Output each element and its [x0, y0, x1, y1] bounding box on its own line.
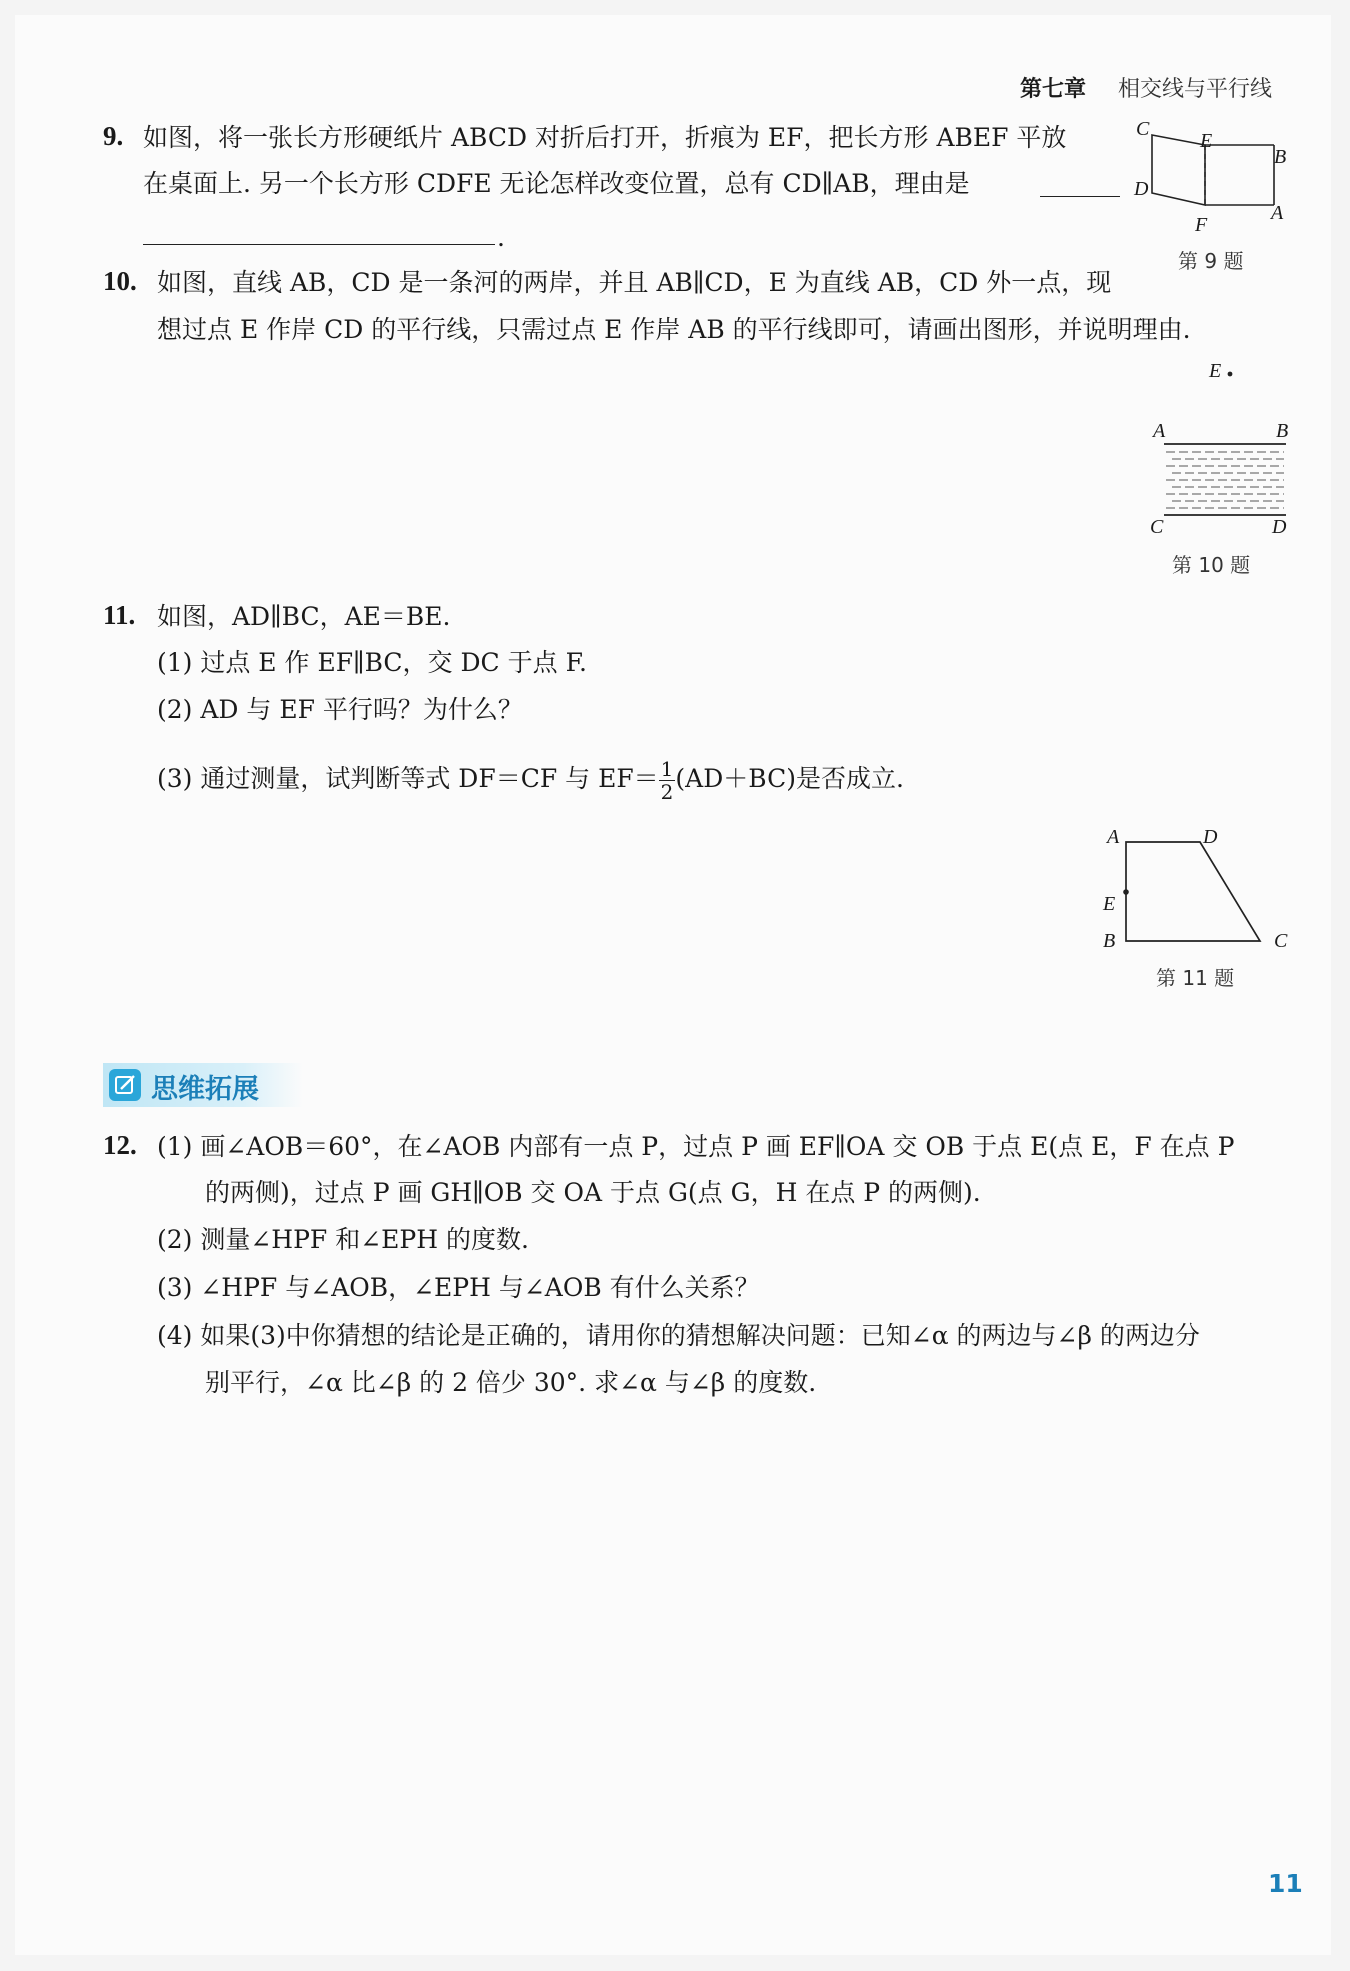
fig9-rect-cdfe: [1152, 135, 1205, 205]
question-number-11: 11.: [103, 600, 136, 630]
page-number: 11: [1268, 1869, 1303, 1898]
fig10-point-e: [1226, 370, 1234, 378]
fig10-caption: 第 10 题: [1172, 553, 1251, 577]
q12-part4-b: 别平行，∠α 比∠β 的 2 倍少 30°. 求∠α 与∠β 的度数.: [205, 1368, 817, 1397]
q9-answer-blank-1[interactable]: [1040, 174, 1120, 197]
fig11-label-b: B: [1103, 930, 1116, 952]
fig11-label-a: A: [1107, 826, 1120, 848]
chapter-topic: 相交线与平行线: [1118, 77, 1273, 102]
q11-part1: (1) 过点 E 作 EF∥BC，交 DC 于点 F.: [157, 648, 587, 677]
q12-part1-b: 的两侧)，过点 P 画 GH∥OB 交 OA 于点 G(点 G，H 在点 P 的两侧).: [205, 1178, 981, 1207]
fig11-caption: 第 11 题: [1156, 966, 1235, 990]
q10-line2: 想过点 E 作岸 CD 的平行线，只需过点 E 作岸 AB 的平行线即可，请画出图形，并说明理由.: [157, 315, 1191, 344]
q11-part3: [157, 758, 904, 803]
page: [15, 15, 1331, 1955]
pencil-note-icon: [109, 1069, 141, 1101]
q11-fraction-denominator: 2: [660, 780, 674, 804]
q9-answer-blank-2[interactable]: [143, 222, 495, 245]
fig9-label-c: C: [1136, 118, 1150, 140]
figure-11-trapezoid: [1120, 838, 1270, 948]
fig9-caption: 第 9 题: [1178, 249, 1244, 273]
fig9-label-a: A: [1271, 202, 1284, 224]
fig9-label-d: D: [1134, 178, 1149, 200]
section-banner: [103, 1063, 303, 1107]
fig9-label-e: E: [1200, 130, 1213, 152]
fig10-label-d: D: [1272, 516, 1287, 538]
fig11-label-e: E: [1103, 893, 1116, 915]
section-title: 思维拓展: [151, 1074, 259, 1105]
q11-part3-text-b: (AD＋BC)是否成立.: [675, 764, 904, 793]
fig10-label-a: A: [1153, 420, 1166, 442]
question-number-9: 9.: [103, 121, 124, 151]
fig11-label-d: D: [1203, 826, 1218, 848]
chapter-label: 第七章: [1020, 77, 1087, 102]
fig10-water-hatch: [1166, 452, 1284, 508]
fig10-label-b: B: [1276, 420, 1289, 442]
fig11-label-c: C: [1274, 930, 1288, 952]
question-number-12: 12.: [103, 1130, 137, 1160]
q11-fraction-numerator: 1: [660, 757, 674, 781]
fig9-label-f: F: [1195, 214, 1208, 236]
fig9-label-b: B: [1274, 146, 1287, 168]
fig11-point-e: [1123, 889, 1129, 895]
fig11-trapezoid-abcd: [1126, 842, 1260, 941]
q9-line3-end: .: [497, 223, 505, 252]
q11-part3-text-a: (3) 通过测量，试判断等式 DF＝CF 与 EF＝: [157, 764, 659, 793]
fig10-label-e: E: [1209, 360, 1222, 382]
q9-line2: 在桌面上. 另一个长方形 CDFE 无论怎样改变位置，总有 CD∥AB，理由是: [143, 169, 970, 198]
fig10-label-c: C: [1150, 516, 1164, 538]
question-number-10: 10.: [103, 266, 137, 296]
q11-part2: (2) AD 与 EF 平行吗？为什么？: [157, 695, 523, 724]
figure-10-river: [1160, 442, 1290, 518]
q9-line1: 如图，将一张长方形硬纸片 ABCD 对折后打开，折痕为 EF，把长方形 ABEF 平放: [143, 123, 1067, 152]
q11-line1: 如图，AD∥BC，AE＝BE.: [157, 602, 451, 631]
q12-part4-a: (4) 如果(3)中你猜想的结论是正确的，请用你的猜想解决问题：已知∠α 的两边与∠β 的两边分: [157, 1321, 1200, 1350]
q11-fraction-half: [659, 758, 676, 803]
q10-line1: 如图，直线 AB，CD 是一条河的两岸，并且 AB∥CD，E 为直线 AB，CD 外一点，现: [157, 268, 1112, 297]
q12-part2: (2) 测量∠HPF 和∠EPH 的度数.: [157, 1225, 529, 1254]
q12-part3: (3) ∠HPF 与∠AOB，∠EPH 与∠AOB 有什么关系？: [157, 1273, 760, 1302]
q12-part1-a: (1) 画∠AOB＝60°，在∠AOB 内部有一点 P，过点 P 画 EF∥OA 交 OB 于点 E(点 E，F 在点 P: [157, 1132, 1235, 1161]
